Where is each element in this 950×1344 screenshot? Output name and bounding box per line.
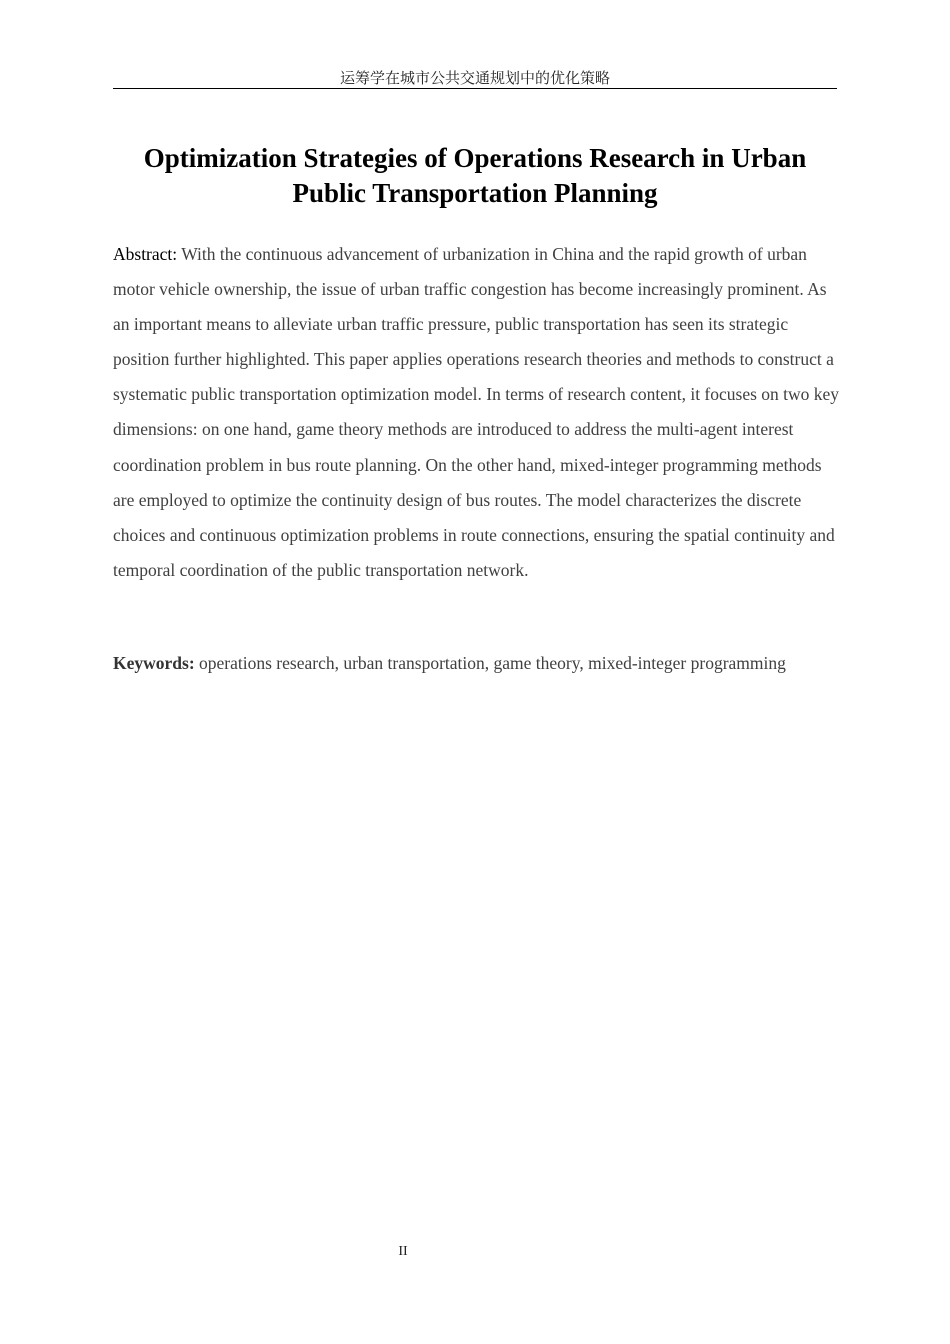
keywords-text: operations research, urban transportation, game theory, mixed-integer programming — [194, 653, 786, 673]
abstract-label: Abstract: — [113, 244, 178, 264]
abstract-paragraph — [113, 237, 841, 588]
page-number: II — [398, 1244, 408, 1259]
keywords-label: Keywords: — [113, 653, 195, 673]
keywords-paragraph — [113, 646, 837, 681]
abstract-text: With the continuous advancement of urbanization in China and the rapid growth of urban motor vehicle ownership, the issue of urban traffic congestion has become increasingly prominent. As an important means to alleviate urban traffic pressure, public transportation has seen its strategic position further highlighted. This paper applies operations research theories and methods to construct a systematic public transportation optimization model. In terms of research content, it focuses on two key dimensions: on one hand, game theory methods are introduced to address the multi-agent interest coordination problem in bus route planning. On the other hand, mixed-integer programming methods are employed to optimize the continuity design of bus routes. The model characterizes the discrete choices and continuous optimization problems in route connections, ensuring the spatial continuity and temporal coordination of the public transportation network. — [113, 244, 840, 580]
paper-title: Optimization Strategies of Operations Research in Urban Public Transportation Planning — [143, 143, 807, 208]
running-header: 运筹学在城市公共交通规划中的优化策略 — [339, 69, 610, 87]
header-divider — [113, 88, 837, 89]
